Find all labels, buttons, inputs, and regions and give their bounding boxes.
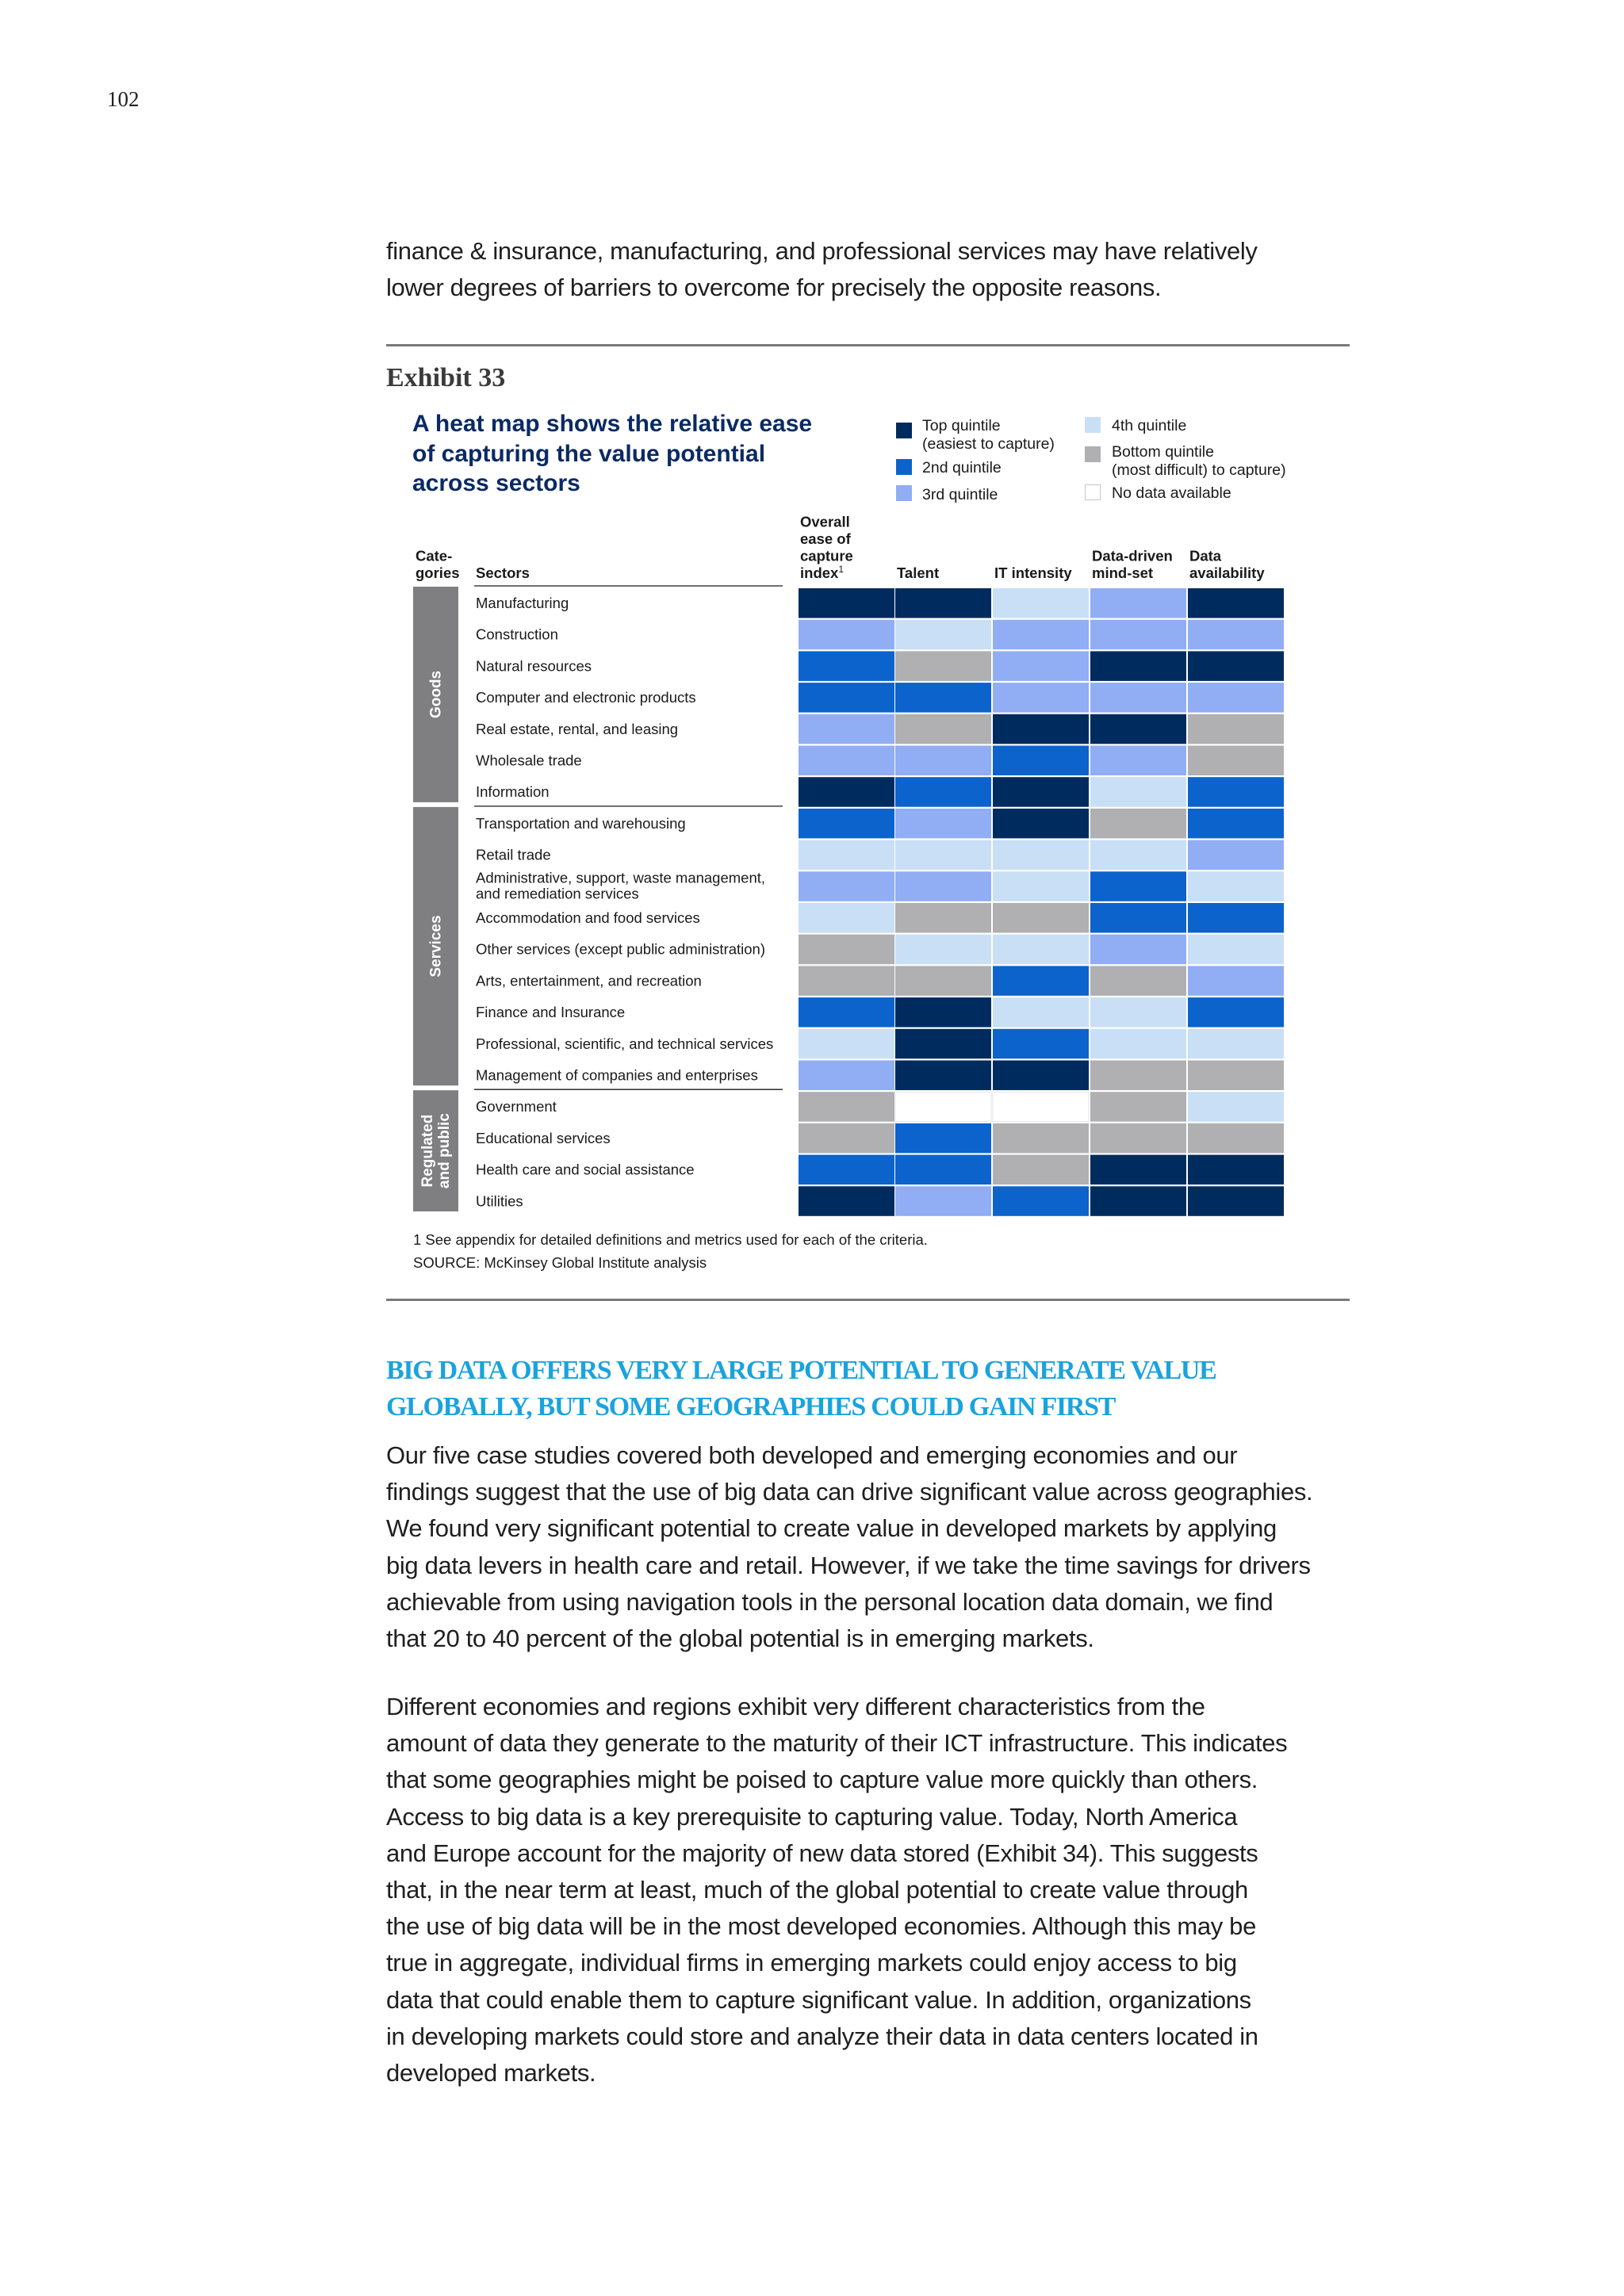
legend-label-top-quintile: Top quintile (easiest to capture) [922, 417, 1055, 453]
source-note: SOURCE: McKinsey Global Institute analysis [413, 1254, 707, 1271]
heat-cell [895, 903, 991, 933]
intro-line: finance & insurance, manufacturing, and professional services may have relatively [386, 237, 1258, 265]
column-header: Talent [897, 564, 940, 581]
heat-cell [895, 966, 991, 996]
heat-cell [993, 620, 1089, 650]
sector-label: Health care and social assistance [476, 1161, 695, 1178]
heat-cell [1090, 1123, 1186, 1154]
sector-label: and remediation services [476, 885, 639, 902]
sector-label: Natural resources [476, 657, 592, 675]
group-label: Regulated [419, 1114, 436, 1188]
heat-cell [1188, 809, 1284, 839]
heat-cell [1188, 1092, 1284, 1122]
heat-cell [799, 1155, 894, 1185]
intro-line: lower degrees of barriers to overcome for precisely the opposite reasons. [386, 274, 1162, 302]
heat-cell [1090, 1092, 1186, 1122]
body-line: developed markets. [386, 2059, 596, 2087]
section-heading [386, 1353, 1369, 1425]
heat-cell [1188, 1061, 1284, 1091]
column-header: Data-driven [1092, 547, 1173, 564]
heat-cell [799, 840, 894, 871]
heat-cell [895, 871, 991, 901]
heat-cell [799, 651, 894, 681]
heat-cell [1090, 809, 1186, 839]
heat-cell [993, 1123, 1089, 1154]
sectors-header: Sectors [476, 564, 530, 581]
heat-cell [993, 935, 1089, 965]
sector-label: Professional, scientific, and technical services [476, 1035, 774, 1052]
legend-label-no-data: No data available [1112, 484, 1231, 502]
heat-cell [993, 1029, 1089, 1059]
heat-cell [993, 746, 1089, 776]
heat-cell [799, 683, 894, 713]
heat-cell [1188, 1155, 1284, 1185]
body-line: the use of big data will be in the most developed economies. Although this may be [386, 1912, 1256, 1941]
categories-header: gories [416, 564, 460, 581]
body-line: achievable from using navigation tools in the personal location data domain, we find [386, 1587, 1274, 1616]
heat-cell [1188, 714, 1284, 744]
heat-cell [895, 588, 991, 618]
heat-cell [799, 588, 894, 618]
sector-label: Information [476, 783, 550, 801]
heat-cell [1188, 871, 1284, 901]
heat-cell [993, 777, 1089, 807]
chart-title-line: A heat map shows the relative ease [412, 411, 813, 437]
sector-label: Computer and electronic products [476, 689, 696, 706]
sector-label: Accommodation and food services [476, 909, 700, 926]
heat-cell [799, 1092, 894, 1122]
heat-cell [993, 651, 1089, 681]
heat-cell [1090, 651, 1186, 681]
body-line: Our five case studies covered both developed and emerging economies and our [386, 1441, 1238, 1469]
heat-cell [1090, 840, 1186, 871]
sector-label: Arts, entertainment, and recreation [476, 972, 702, 989]
heat-cell [1188, 588, 1284, 618]
heat-cell [799, 809, 894, 839]
heat-cell [1090, 1155, 1186, 1185]
heat-cell [1090, 1061, 1186, 1091]
heat-cell [1188, 840, 1284, 871]
heat-cell [1090, 620, 1186, 650]
heat-cell [1188, 1029, 1284, 1059]
sector-label: Other services (except public administration) [476, 940, 766, 958]
legend-label-3rd-quintile: 3rd quintile [922, 486, 998, 503]
heat-cell [1188, 1186, 1284, 1216]
body-line: Access to big data is a key prerequisite to capturing value. Today, North America [386, 1802, 1238, 1831]
group-label: Goods [427, 670, 445, 719]
body-line: Different economies and regions exhibit very different characteristics from the [386, 1693, 1205, 1720]
column-header: IT intensity [994, 564, 1072, 581]
heat-cell [799, 714, 894, 744]
heat-cell [895, 1092, 991, 1122]
heat-cell [895, 840, 991, 871]
column-header: ease of [800, 530, 851, 547]
sector-label: Transportation and warehousing [476, 814, 686, 832]
chart-title-line: of capturing the value potential [412, 440, 766, 467]
footnote: 1 See appendix for detailed definitions and metrics used for each of the criteria. [413, 1231, 928, 1248]
heat-cell [799, 777, 894, 807]
sector-label: Management of companies and enterprises [476, 1066, 758, 1084]
heat-cell [895, 1061, 991, 1091]
heat-cell [895, 746, 991, 776]
section-heading-line: GLOBALLY, BUT SOME GEOGRAPHIES COULD GAIN FIRST [386, 1392, 1116, 1422]
heat-cell [1090, 588, 1186, 618]
heat-cell [895, 1123, 991, 1154]
heat-cell [895, 620, 991, 650]
heat-cell [993, 588, 1089, 618]
body-line: We found very significant potential to create value in developed markets by applying [386, 1514, 1277, 1543]
categories-header: Cate- [416, 547, 453, 564]
heat-cell [1188, 966, 1284, 996]
heat-cell [1090, 1186, 1186, 1216]
heat-cell [1188, 935, 1284, 965]
heat-cell [993, 997, 1089, 1027]
page-number: 102 [107, 87, 140, 111]
column-header: index$^1$ [800, 564, 845, 581]
body-line: findings suggest that the use of big data can drive significant value across geographies. [386, 1478, 1313, 1506]
exhibit-label: Exhibit 33 [386, 363, 506, 392]
column-header: Data [1189, 547, 1222, 564]
column-header: capture [800, 547, 853, 564]
heat-cell [1188, 651, 1284, 681]
heat-cell [1090, 935, 1186, 965]
group-label: and public [436, 1113, 453, 1189]
sector-label: Manufacturing [476, 595, 569, 611]
heat-cell [895, 1155, 991, 1185]
heat-cell [993, 809, 1089, 839]
body-line: that, in the near term at least, much of the global potential to create value through [386, 1876, 1248, 1904]
sector-label: Finance and Insurance [476, 1004, 626, 1021]
heat-cell [895, 809, 991, 839]
heat-cell [1090, 746, 1186, 776]
heat-cell [993, 840, 1089, 871]
heat-cell [799, 1029, 894, 1059]
heat-cell [895, 935, 991, 965]
sector-label: Real estate, rental, and leasing [476, 720, 679, 737]
heat-cell [799, 935, 894, 965]
heat-cell [1090, 683, 1186, 713]
heat-cell [1188, 683, 1284, 713]
column-header: availability [1189, 564, 1265, 581]
heat-cell [895, 1029, 991, 1059]
heat-cell [993, 1155, 1089, 1185]
group-label: Services [427, 915, 445, 978]
heat-cell [799, 620, 894, 650]
body-line: that some geographies might be poised to capture value more quickly than others. [386, 1766, 1258, 1794]
heat-cell [1090, 777, 1186, 807]
sector-label: Wholesale trade [476, 752, 582, 769]
heat-cell [895, 714, 991, 744]
heat-cell [993, 1186, 1089, 1216]
legend-label-bottom-quintile: Bottom quintile (most difficult) to capture) [1112, 443, 1286, 479]
heat-cell [1188, 777, 1284, 807]
body-line: data that could enable them to capture significant value. In addition, organizations [386, 1985, 1251, 2014]
heat-cell [799, 1123, 894, 1154]
heat-cell [799, 997, 894, 1027]
heat-cell [1188, 903, 1284, 933]
heat-cell [799, 746, 894, 776]
heat-cell [993, 1092, 1089, 1122]
heat-cell [1188, 1123, 1284, 1154]
heat-cell [1090, 966, 1186, 996]
sector-label: Retail trade [476, 846, 551, 863]
body-line: amount of data they generate to the maturity of their ICT infrastructure. This indicates [386, 1729, 1288, 1758]
heat-cell [895, 997, 991, 1027]
chart-title-line: across sectors [412, 470, 580, 496]
heat-cell [1090, 871, 1186, 901]
heat-cell [895, 1186, 991, 1216]
heat-cell [895, 777, 991, 807]
body-paragraph-1 [386, 1437, 1354, 1657]
heat-cell [1188, 620, 1284, 650]
legend-label-2nd-quintile: 2nd quintile [922, 459, 1002, 476]
heat-cell [1090, 903, 1186, 933]
body-paragraph-2 [386, 1689, 1354, 2091]
heat-cell [799, 1186, 894, 1216]
body-line: in developing markets could store and analyze their data in data centers located in [386, 2022, 1258, 2050]
heat-cell [993, 871, 1089, 901]
body-line: big data levers in health care and retail. However, if we take the time savings for drivers [386, 1551, 1311, 1579]
heat-cell [1090, 1029, 1186, 1059]
heat-cell [895, 683, 991, 713]
legend-label-4th-quintile: 4th quintile [1112, 417, 1187, 434]
body-line: true in aggregate, individual firms in emerging markets could enjoy access to big [386, 1949, 1237, 1977]
heat-cell [993, 966, 1089, 996]
heat-cell [993, 1061, 1089, 1091]
body-line: that 20 to 40 percent of the global potential is in emerging markets. [386, 1624, 1094, 1653]
column-header: mind-set [1092, 564, 1154, 581]
sector-label: Construction [476, 626, 558, 643]
heat-cell [799, 1061, 894, 1091]
section-heading-line: BIG DATA OFFERS VERY LARGE POTENTIAL TO GENERATE VALUE [386, 1356, 1216, 1385]
heat-cell [1188, 746, 1284, 776]
heat-cell [1188, 997, 1284, 1027]
heat-cell [799, 871, 894, 901]
sector-label: Utilities [476, 1192, 523, 1210]
sector-label: Government [476, 1098, 557, 1115]
heat-cell [1090, 997, 1186, 1027]
sector-label: Administrative, support, waste management, [476, 869, 766, 886]
heat-cell [799, 903, 894, 933]
heat-cell [799, 966, 894, 996]
exhibit-bottom-rule [386, 1299, 1350, 1301]
heat-cell [895, 651, 991, 681]
heat-cell [1090, 714, 1186, 744]
heat-cell [993, 714, 1089, 744]
heat-cell [993, 903, 1089, 933]
body-line: and Europe account for the majority of new data stored (Exhibit 34). This suggests [386, 1839, 1258, 1867]
sector-label: Educational services [476, 1129, 611, 1146]
column-header: Overall [800, 513, 850, 530]
heat-cell [993, 683, 1089, 713]
